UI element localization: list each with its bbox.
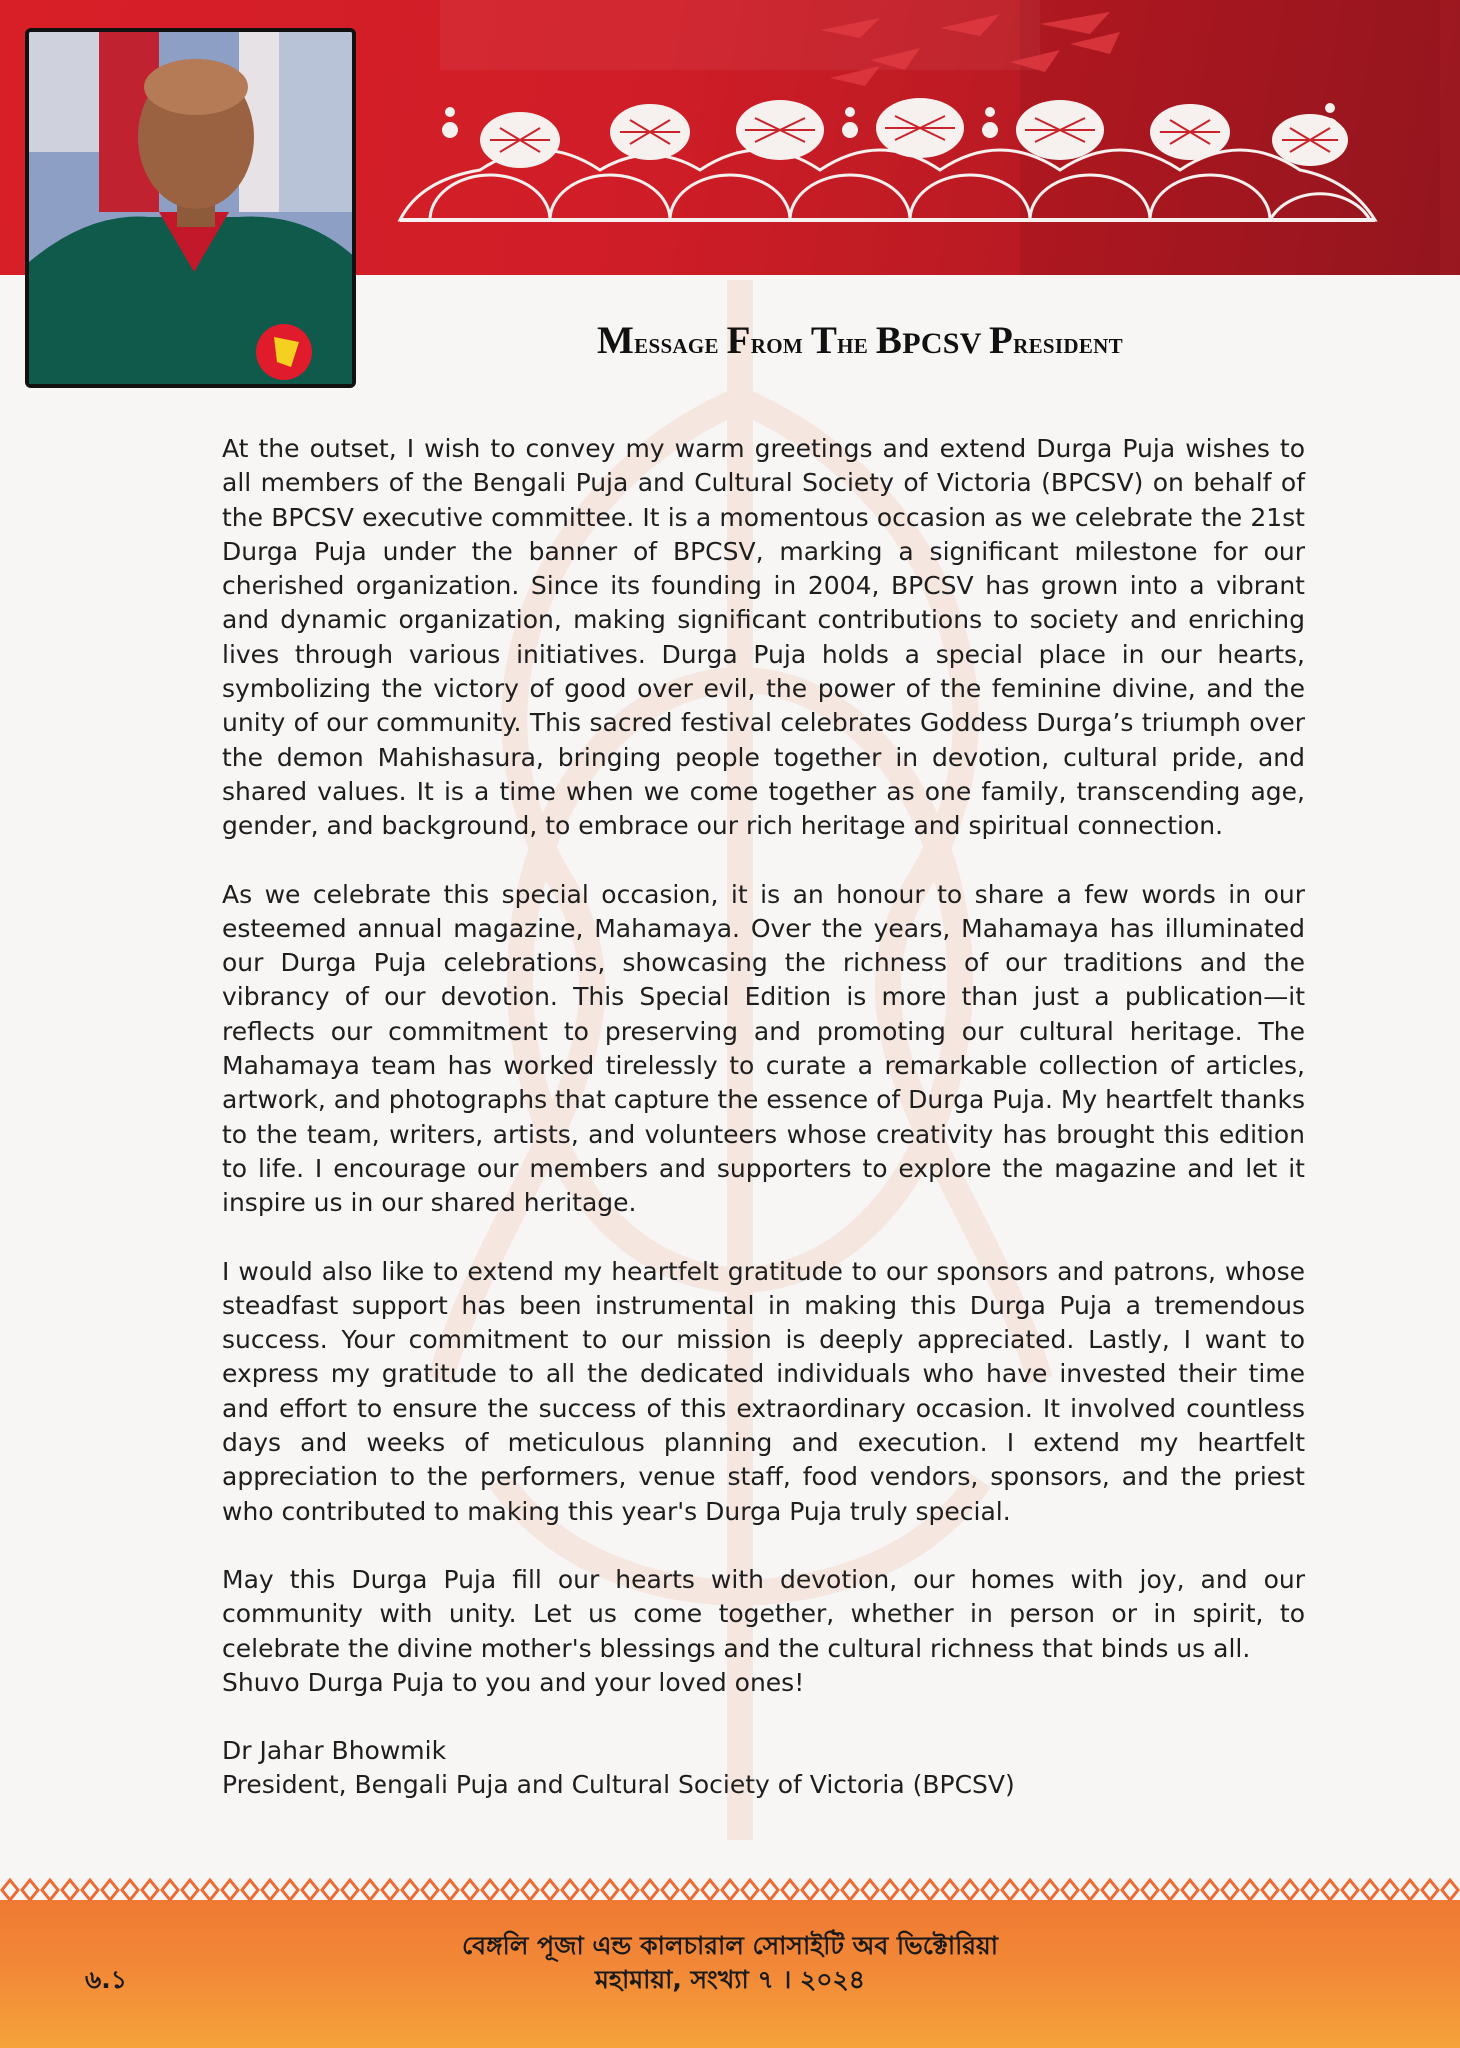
president-portrait-icon (29, 32, 356, 388)
body-paragraph-3: I would also like to extend my heartfelt gratitude to our sponsors and patrons, whose steadfast support has been instrumental in making this Durga Puja a tremendous success. Your commitment to our mission is deeply appreciated. Lastly, I want to express my gratitude to all the dedicated individuals who have invested their time and effort to ensure the success of this extraordinary occasion. It involved countless days and weeks of meticulous planning and execution. I extend my heartfelt appreciation to the performers, venue staff, food vendors, sponsors, and the priest who contributed to making this year's Durga Puja truly special. (222, 1256, 1305, 1526)
signature-name: Dr Jahar Bhowmik (222, 1736, 447, 1766)
footer-band (0, 1902, 1460, 2048)
alpona-crown-ornament (390, 70, 1390, 230)
footer-org-name: বেঙ্গলি পূজা এন্ড কালচারাল সোসাইটি অব ভিক্টোরিয়া (461, 1931, 998, 1960)
footer-issue-info: মহামায়া, সংখ্যা ৭ । ২০২৪ (594, 1965, 866, 1994)
signature-block (222, 1734, 1305, 1803)
closing-line-1: May this Durga Puja fill our hearts with devotion, our homes with joy, and our community with unity. Let us come together, whether in person or in spirit, to celebrate the divine mother's blessings and the cultural richness that binds us all. (222, 1564, 1305, 1663)
page-number: ৬.১ (85, 1965, 127, 1994)
body-paragraph-1: At the outset, I wish to convey my warm greetings and extend Durga Puja wishes to all members of the Bengali Puja and Cultural Society of Victoria (BPCSV) on behalf of the BPCSV executive committee. It is a momentous occasion as we celebrate the 21st Durga Puja under the banner of BPCSV, marking a significant milestone for our cherished organization. Since its founding in 2004, BPCSV has grown into a vibrant and dynamic organization, making significant contributions to society and enriching lives through various initiatives. Durga Puja holds a special place in our hearts, symbolizing the victory of good over evil, the power of the feminine divine, and the unity of our community. This sacred festival celebrates Goddess Durga’s triumph over the demon Mahishasura, bringing people together in devotion, cultural pride, and shared values. It is a time when we come together as one family, transcending age, gender, and background, to embrace our rich heritage and spiritual connection. (222, 434, 1305, 841)
message-body (222, 432, 1305, 1803)
closing-paragraph (222, 1563, 1305, 1700)
president-photo (25, 28, 356, 388)
body-paragraph-2: As we celebrate this special occasion, it is an honour to share a few words in our esteemed annual magazine, Mahamaya. Over the years, Mahamaya has illuminated our Durga Puja celebrations, showcasing the richness of our traditions and the vibrancy of our devotion. This Special Edition is more than just a publication—it reflects our commitment to preserving and promoting our cultural heritage. The Mahamaya team has worked tirelessly to curate a remarkable collection of articles, artwork, and photographs that capture the essence of Durga Puja. My heartfelt thanks to the team, writers, artists, and volunteers whose creativity has brought this edition to life. I encourage our members and supporters to explore the magazine and let it inspire us in our shared heritage. (222, 879, 1305, 1218)
signature-title: President, Bengali Puja and Cultural Society of Victoria (BPCSV) (222, 1770, 1015, 1800)
closing-line-2: Shuvo Durga Puja to you and your loved ones! (222, 1667, 805, 1697)
page-title: Message From The BPCSV President (597, 319, 1123, 362)
